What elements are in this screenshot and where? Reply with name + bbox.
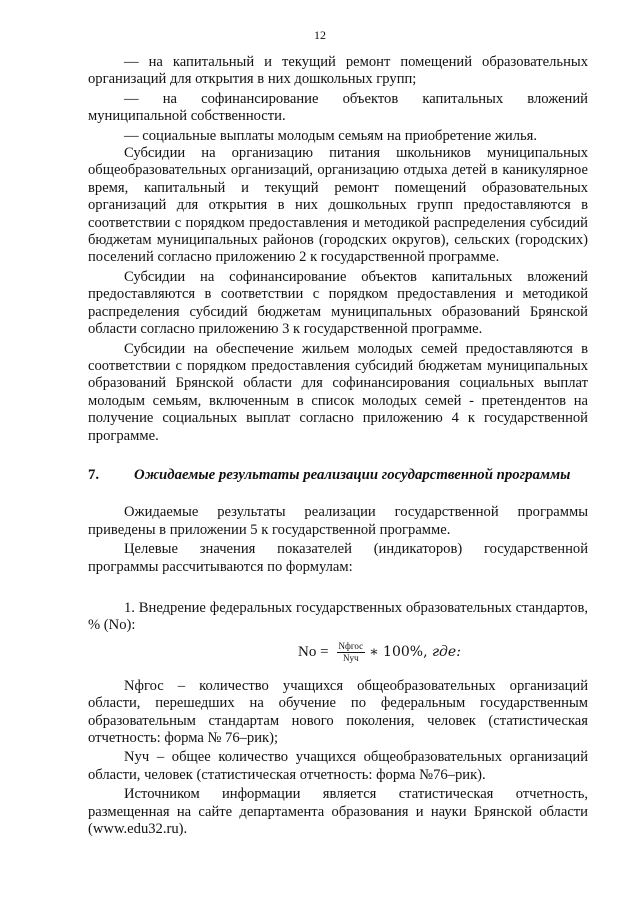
formula-lhs: No =: [298, 643, 329, 660]
section-title: Ожидаемые результаты реализации государственной программы: [134, 466, 571, 483]
paragraph: Ожидаемые результаты реализации государственной программы приведены в приложении 5 к государственной программе.: [88, 504, 588, 538]
section-number: 7.: [88, 466, 100, 483]
formula-rhs: [369, 644, 461, 661]
bullet-item: — на софинансирование объектов капитальных вложений муниципальной собственности.: [88, 90, 588, 125]
indicator-item: 1. Внедрение федеральных государственных образовательных стандартов, % (Nо):: [88, 599, 588, 634]
paragraph: Субсидии на софинансирование объектов капитальных вложений предоставляются в соответствии с порядком предоставления и методикой распределения субсидий бюджетам муниципальных образований Брянской области согласно приложению 3 к государственной программе.: [88, 268, 588, 338]
formula-denominator: Nуч: [343, 652, 359, 663]
section-heading: [88, 467, 588, 484]
paragraph: Субсидии на организацию питания школьников муниципальных общеобразовательных организаций, организацию отдыха детей в каникулярное время, капитальный и текущий ремонт помещений образовательных организаций для открытия в них дошкольных групп предоставляются в соответствии с порядком предоставления и методикой распределения субсидий бюджетам муниципальных районов (городских округов), сельских (городских) поселений согласно приложению 2 к государственной программе.: [88, 145, 588, 266]
page-number: 12: [314, 28, 326, 42]
definition: Nуч – общее количество учащихся общеобразовательных организаций области, человек (статистическая отчетность: форма №76–рик).: [88, 749, 588, 783]
paragraph: Субсидии на обеспечение жильем молодых семей предоставляются в соответствии с порядком предоставления субсидий бюджетам муниципальных образований Брянской области для софинансирования социальных выплат молодым семьям, включенным в список молодых семей - претендентов на получение социальных выплат согласно приложению 4 к государственной программе.: [88, 340, 588, 444]
source-note: Источником информации является статистическая отчетность, размещенная на сайте департамента образования и науки Брянской области (www.edu32.ru).: [88, 786, 588, 838]
bullet-item: — социальные выплаты молодым семьям на приобретение жилья.: [124, 127, 538, 144]
document-body: [88, 54, 588, 838]
formula-numerator: Nфгос: [338, 640, 364, 651]
paragraph: Целевые значения показателей (индикаторов) государственной программы рассчитываются по формулам:: [88, 541, 588, 575]
bullet-item: — на капитальный и текущий ремонт помещений образовательных организаций для открытия в них дошкольных групп;: [88, 54, 588, 88]
formula: [88, 641, 588, 664]
definition: Nфгос – количество учащихся общеобразовательных организаций области, перешедших на обучение по федеральным государственным образовательным стандартам нового поколения, человек (статистическая отчетность: форма № 76–рик);: [88, 677, 588, 746]
formula-fraction: [337, 641, 366, 664]
formula-multiplier: ∗ 100%,: [369, 643, 428, 660]
formula-where: где:: [431, 643, 461, 660]
